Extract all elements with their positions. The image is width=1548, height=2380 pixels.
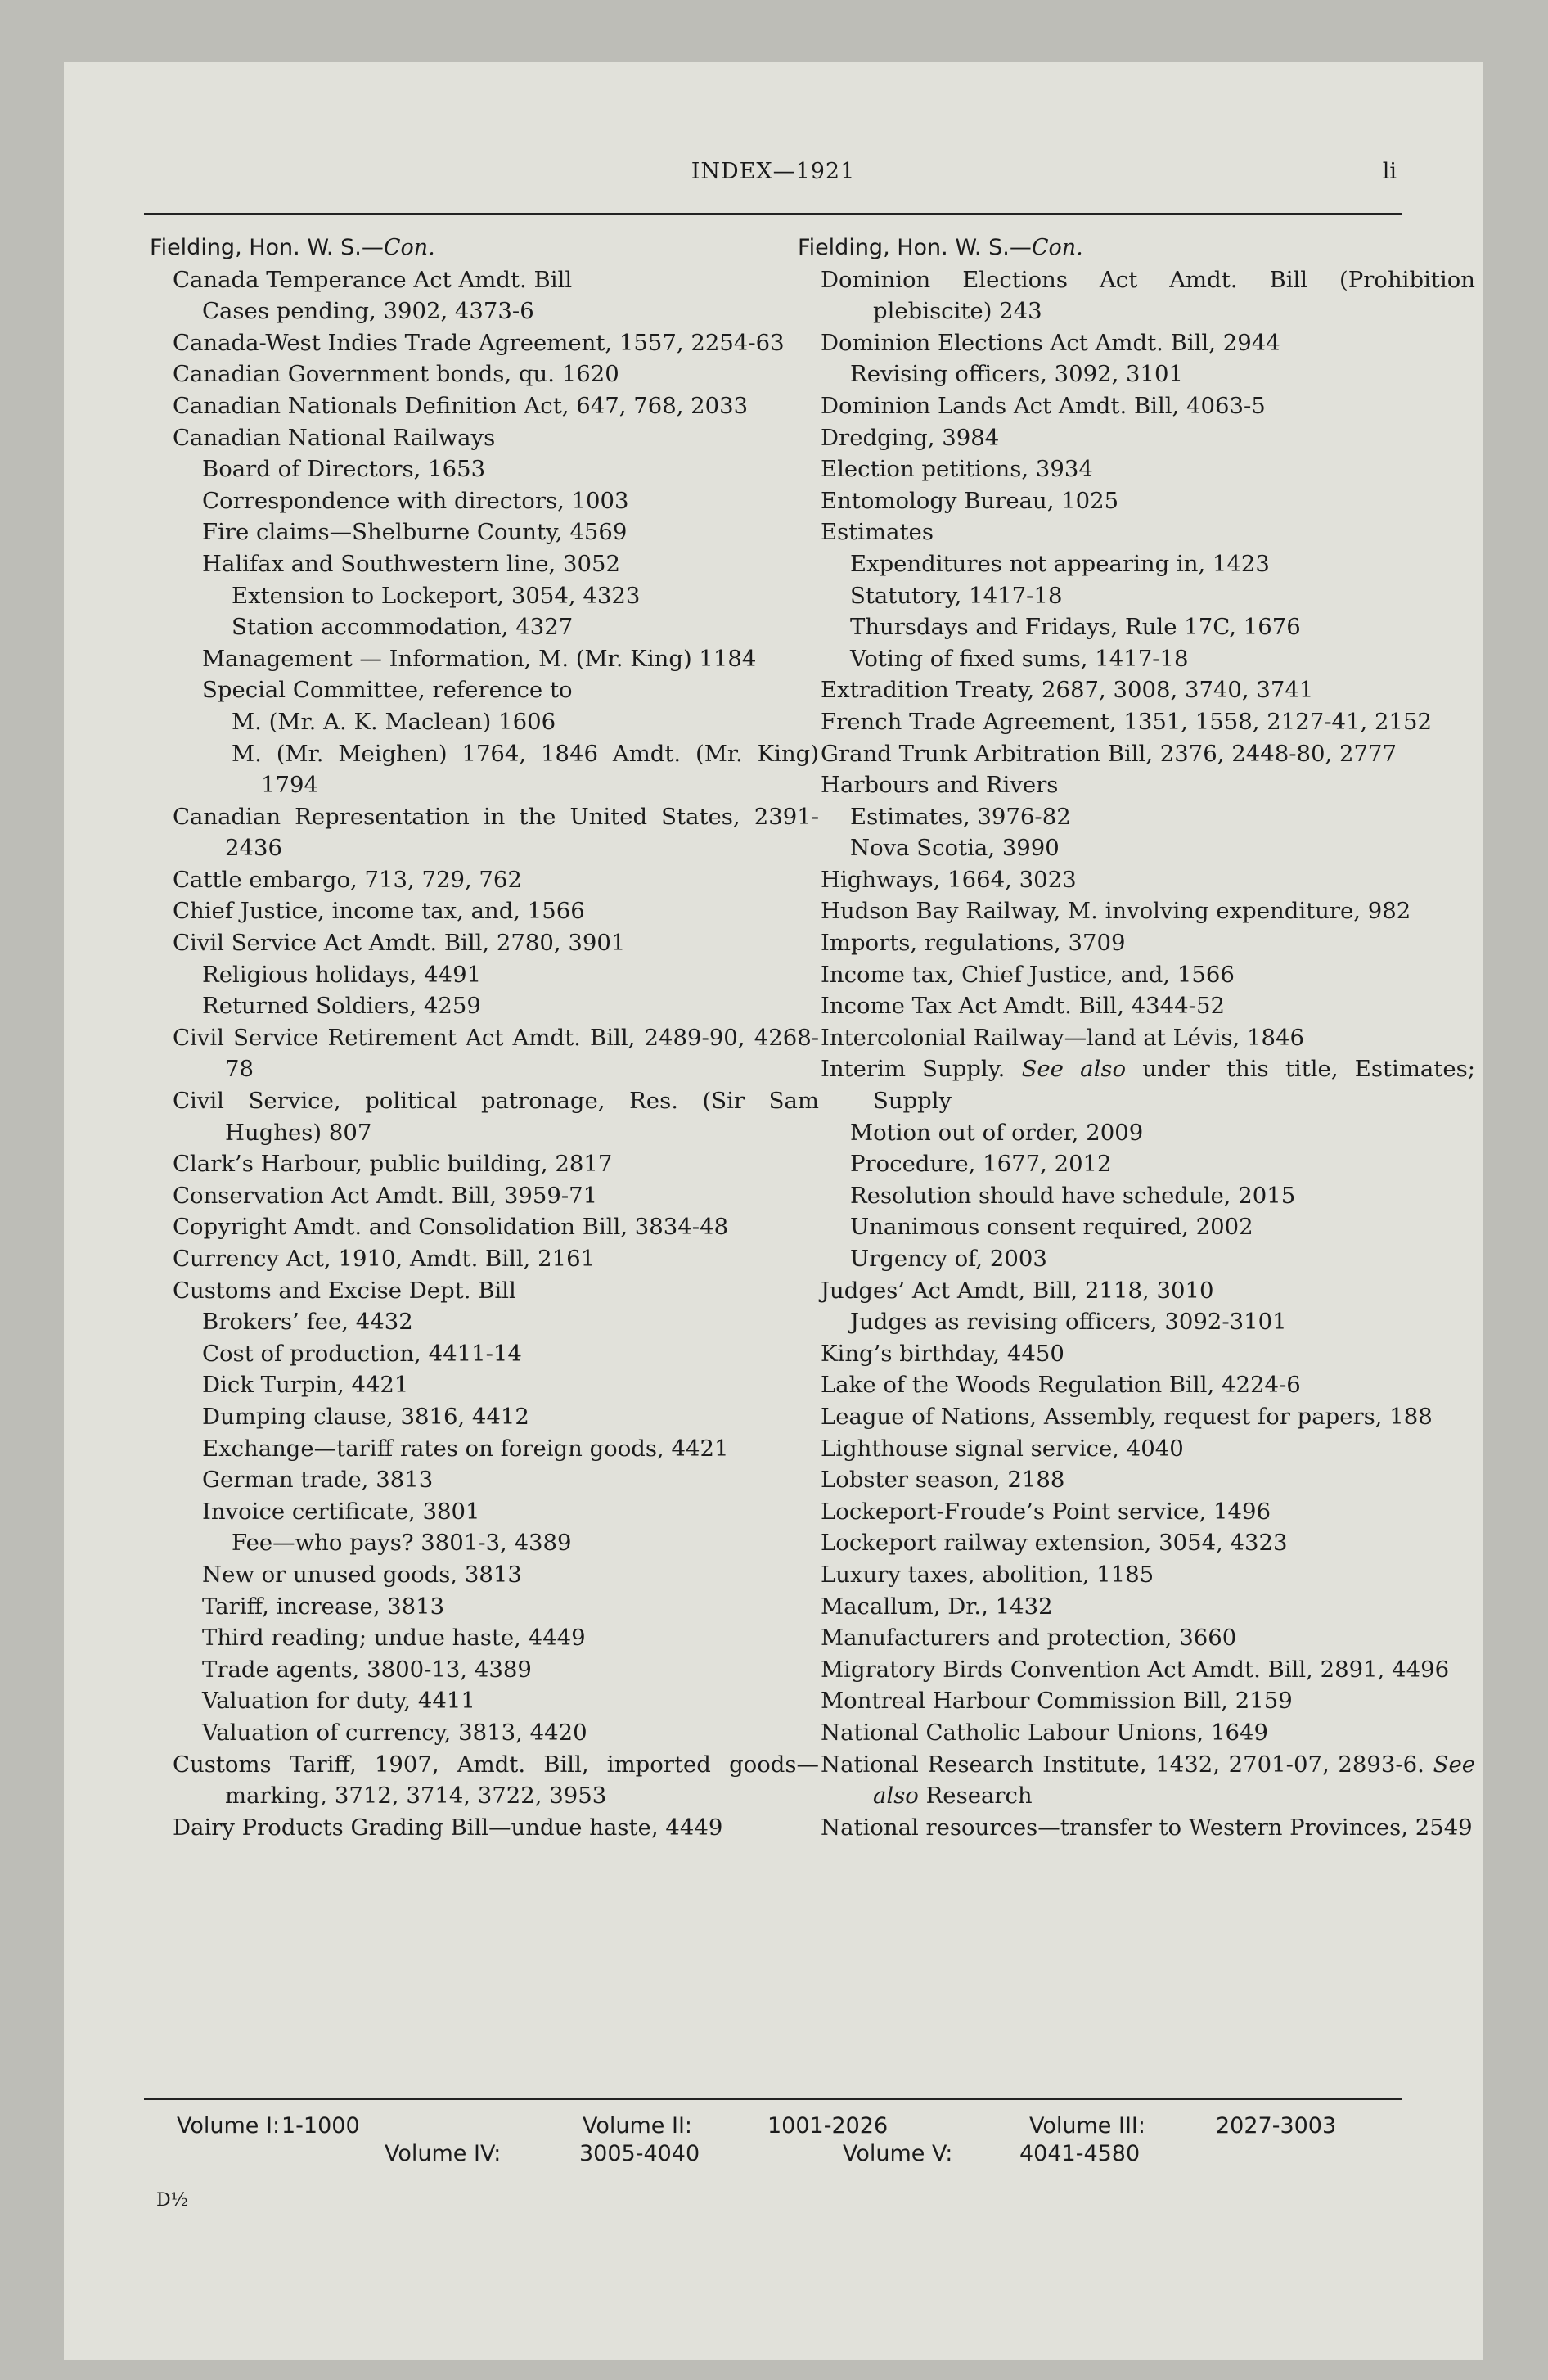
index-entry — [173, 390, 819, 422]
entry-text: German trade, 3813 — [202, 1467, 434, 1494]
footer-rule — [144, 2098, 1402, 2100]
entry-text: Interim Supply. — [821, 1056, 1006, 1083]
entry-text: Religious holidays, 4491 — [202, 961, 482, 988]
entry-text: Expenditures not appearing in, 1423 — [850, 550, 1270, 577]
entry-text: Voting of fixed sums, 1417-18 — [850, 645, 1189, 672]
index-entry — [850, 358, 1475, 390]
index-entry — [173, 1085, 819, 1148]
entry-text: National resources—transfer to Western Provinces, 2549 — [821, 1814, 1473, 1841]
entry-text: New or unused goods, 3813 — [202, 1561, 522, 1588]
entry-text: Grand Trunk Arbitration Bill, 2376, 2448-80, 2777 — [821, 740, 1397, 767]
index-entry — [821, 1369, 1475, 1401]
entry-text: Urgency of, 2003 — [850, 1246, 1047, 1272]
entry-text: Canadian Government bonds, qu. 1620 — [173, 361, 619, 388]
entry-text: Highways, 1664, 3023 — [821, 866, 1077, 893]
index-entry — [821, 327, 1475, 359]
entry-text: Income tax, Chief Justice, and, 1566 — [821, 961, 1235, 988]
index-entry — [850, 832, 1475, 864]
entry-text: Imports, regulations, 3709 — [821, 930, 1126, 957]
page-title: INDEX—1921 — [691, 159, 856, 184]
entry-text: Special Committee, reference to — [202, 677, 573, 704]
index-entry — [850, 1243, 1475, 1275]
index-entry — [821, 1527, 1475, 1559]
entry-text: Dredging, 3984 — [821, 424, 1000, 451]
index-entry — [821, 1022, 1475, 1054]
index-entry — [850, 1117, 1475, 1149]
index-entry — [821, 390, 1475, 422]
entry-text: Manufacturers and protection, 3660 — [821, 1625, 1237, 1652]
index-entry — [821, 485, 1475, 517]
index-entry — [202, 1338, 819, 1370]
entry-text: Hudson Bay Railway, M. involving expenditure, 982 — [821, 898, 1411, 925]
entry-text: Montreal Harbour Commission Bill, 2159 — [821, 1688, 1293, 1715]
entry-text: Dairy Products Grading Bill—undue haste, 4449 — [173, 1814, 723, 1841]
volume-2-range: 1001-2026 — [767, 2113, 889, 2139]
index-entry — [821, 1275, 1475, 1307]
index-entry — [202, 1717, 819, 1749]
index-entry — [202, 1433, 819, 1465]
entry-text: Judges as revising officers, 3092-3101 — [850, 1309, 1287, 1336]
index-entry — [850, 643, 1475, 675]
index-entry — [202, 1369, 819, 1401]
index-entry — [202, 1559, 819, 1591]
index-entry — [821, 1812, 1475, 1844]
index-entry — [173, 358, 819, 390]
entry-text: Dominion Elections Act Amdt. Bill, 2944 — [821, 329, 1280, 356]
entry-text: Lighthouse signal service, 4040 — [821, 1435, 1184, 1462]
index-entry — [202, 1464, 819, 1496]
index-entry — [821, 1464, 1475, 1496]
index-entry — [173, 1812, 819, 1844]
index-entry — [173, 422, 819, 454]
see-also-reference: See also — [1021, 1056, 1127, 1083]
see-also-reference: See also — [873, 1751, 1475, 1810]
volume-1-range: 1-1000 — [281, 2113, 360, 2139]
entry-text: Election petitions, 3934 — [821, 456, 1093, 483]
right-column — [798, 232, 1475, 1843]
index-entry — [173, 864, 819, 896]
entry-text: National Catholic Labour Unions, 1649 — [821, 1719, 1268, 1746]
index-entry — [821, 895, 1475, 927]
header-rule — [144, 213, 1402, 215]
entry-text: Valuation of currency, 3813, 4420 — [202, 1719, 587, 1746]
entry-text: Invoice certificate, 3801 — [202, 1498, 480, 1525]
entry-text: Revising officers, 3092, 3101 — [850, 361, 1184, 388]
entry-text: Management — Information, M. (Mr. King) 1184 — [202, 645, 757, 672]
index-entry — [850, 1148, 1475, 1180]
entry-text: Income Tax Act Amdt. Bill, 4344-52 — [821, 993, 1225, 1020]
entry-text: Lake of the Woods Regulation Bill, 4224-6 — [821, 1372, 1301, 1399]
volume-4-range: 3005-4040 — [579, 2141, 700, 2166]
index-entry — [821, 264, 1475, 327]
entry-text: Dominion Lands Act Amdt. Bill, 4063-5 — [821, 392, 1266, 419]
heading-continued: Con. — [383, 235, 435, 260]
index-entry — [232, 1527, 819, 1559]
entry-text: Statutory, 1417-18 — [850, 582, 1063, 609]
entry-text: Resolution should have schedule, 2015 — [850, 1182, 1296, 1209]
index-entry — [821, 1717, 1475, 1749]
entry-text: French Trade Agreement, 1351, 1558, 2127-41, 2152 — [821, 708, 1432, 735]
entry-text: Exchange—tariff rates on foreign goods, 4421 — [202, 1435, 729, 1462]
entry-text: League of Nations, Assembly, request for papers, 188 — [821, 1403, 1433, 1430]
entry-text: Thursdays and Fridays, Rule 17C, 1676 — [850, 614, 1301, 641]
entry-text: M. (Mr. Meighen) 1764, 1846 Amdt. (Mr. King) 1794 — [232, 740, 819, 799]
entry-text: Tariff, increase, 3813 — [202, 1593, 445, 1620]
index-entry — [821, 1496, 1475, 1528]
entry-text: Unanimous consent required, 2002 — [850, 1214, 1253, 1241]
index-entry — [202, 453, 819, 485]
index-entry — [232, 738, 819, 801]
index-entry — [202, 295, 819, 327]
index-entry — [202, 1685, 819, 1717]
index-entry — [202, 1591, 819, 1623]
index-entry — [173, 1211, 819, 1243]
entry-text: Intercolonial Railway—land at Lévis, 1846 — [821, 1024, 1304, 1051]
entry-text: M. (Mr. A. K. Maclean) 1606 — [232, 708, 556, 735]
index-entry — [202, 516, 819, 548]
index-entry — [850, 1180, 1475, 1212]
entry-text: Harbours and Rivers — [821, 772, 1059, 799]
entry-text: Extension to Lockeport, 3054, 4323 — [232, 582, 641, 609]
entry-text: Station accommodation, 4327 — [232, 614, 574, 641]
entry-text: Procedure, 1677, 2012 — [850, 1151, 1112, 1178]
entry-text: Macallum, Dr., 1432 — [821, 1593, 1053, 1620]
index-entry — [202, 1654, 819, 1686]
volume-3-label: Volume III: — [1029, 2113, 1145, 2139]
entry-text: National Research Institute, 1432, 2701-07, 2893-6. — [821, 1751, 1424, 1778]
entry-text: Cattle embargo, 713, 729, 762 — [173, 866, 522, 893]
volume-5-range: 4041-4580 — [1019, 2141, 1141, 2166]
entry-text: Canadian Nationals Definition Act, 647, 768, 2033 — [173, 392, 749, 419]
entry-text: Returned Soldiers, 4259 — [202, 993, 481, 1020]
index-entry — [821, 990, 1475, 1022]
index-entry — [173, 1243, 819, 1275]
index-entry — [821, 453, 1475, 485]
entry-text: Estimates — [821, 519, 934, 546]
volume-5-label: Volume V: — [843, 2141, 953, 2166]
entry-text: Extradition Treaty, 2687, 3008, 3740, 3741 — [821, 677, 1314, 704]
index-entry — [202, 548, 819, 580]
index-entry — [173, 1022, 819, 1085]
index-entry — [821, 959, 1475, 991]
index-entry — [850, 1306, 1475, 1338]
entry-text: Fee—who pays? 3801-3, 4389 — [232, 1530, 572, 1557]
entry-text: Civil Service Retirement Act Amdt. Bill, 2489-90, 4268-78 — [173, 1024, 819, 1083]
entry-text: Motion out of order, 2009 — [850, 1119, 1144, 1146]
entry-text: Cost of production, 4411-14 — [202, 1340, 522, 1367]
index-entry — [821, 674, 1475, 706]
entry-text: Civil Service Act Amdt. Bill, 2780, 3901 — [173, 930, 626, 957]
index-entry — [821, 864, 1475, 896]
entry-text: King’s birthday, 4450 — [821, 1340, 1064, 1367]
volume-2-label: Volume II: — [583, 2113, 693, 2139]
index-entry — [850, 1211, 1475, 1243]
index-entry — [202, 990, 819, 1022]
entry-text: Chief Justice, income tax, and, 1566 — [173, 898, 585, 925]
index-entry — [821, 1559, 1475, 1591]
volume-4-label: Volume IV: — [385, 2141, 502, 2166]
signature-mark: D½ — [156, 2190, 188, 2211]
index-entry — [173, 1749, 819, 1812]
entry-text: Civil Service, political patronage, Res. (Sir Sam Hughes) 807 — [173, 1088, 819, 1146]
index-entry — [202, 1306, 819, 1338]
index-entry — [173, 927, 819, 959]
heading-name: Fielding, Hon. W. S.— — [798, 235, 1032, 260]
index-entry — [821, 1654, 1475, 1686]
entry-text: Lobster season, 2188 — [821, 1467, 1065, 1494]
entry-text: Valuation for duty, 4411 — [202, 1688, 475, 1715]
index-entry — [232, 580, 819, 612]
entry-text: Dumping clause, 3816, 4412 — [202, 1403, 529, 1430]
heading-continued: Con. — [1031, 235, 1083, 260]
entry-text: Fire claims—Shelburne County, 4569 — [202, 519, 628, 546]
entry-text: Conservation Act Amdt. Bill, 3959-71 — [173, 1182, 598, 1209]
index-entry — [850, 611, 1475, 643]
left-column-heading — [150, 232, 819, 264]
index-entry — [173, 1148, 819, 1180]
entry-text: Canada Temperance Act Amdt. Bill — [173, 266, 573, 293]
index-entry — [821, 1749, 1475, 1812]
index-entry — [821, 1401, 1475, 1433]
index-entry — [821, 1338, 1475, 1370]
index-entry — [821, 706, 1475, 738]
entry-text: Currency Act, 1910, Amdt. Bill, 2161 — [173, 1246, 596, 1272]
index-entry — [232, 706, 819, 738]
index-entry — [821, 1685, 1475, 1717]
index-entry — [202, 485, 819, 517]
index-entry — [173, 801, 819, 864]
index-entry — [173, 1180, 819, 1212]
entry-text: Halifax and Southwestern line, 3052 — [202, 550, 621, 577]
index-entry — [202, 1496, 819, 1528]
index-entry — [173, 895, 819, 927]
index-entry — [202, 643, 819, 675]
index-page — [64, 62, 1483, 2360]
entry-text: Canada-West Indies Trade Agreement, 1557, 2254-63 — [173, 329, 785, 356]
index-entry — [232, 611, 819, 643]
index-entry — [821, 1053, 1475, 1116]
entry-text: Entomology Bureau, 1025 — [821, 487, 1119, 514]
index-entry — [850, 548, 1475, 580]
index-entry — [821, 927, 1475, 959]
index-entry — [821, 769, 1475, 801]
index-entry — [202, 959, 819, 991]
index-entry — [850, 580, 1475, 612]
entry-text: Clark’s Harbour, public building, 2817 — [173, 1151, 613, 1178]
index-entry — [821, 1591, 1475, 1623]
left-column — [150, 232, 819, 1843]
index-entry — [202, 1622, 819, 1654]
index-entry — [202, 674, 819, 706]
entry-text: Copyright Amdt. and Consolidation Bill, 3834-48 — [173, 1214, 729, 1241]
entry-text-continued: under this title, Estimates; Supply — [873, 1056, 1475, 1115]
entry-text: Third reading; undue haste, 4449 — [202, 1625, 586, 1652]
right-entry-list — [821, 264, 1475, 1844]
index-entry — [821, 516, 1475, 548]
entry-text: Dick Turpin, 4421 — [202, 1372, 409, 1399]
entry-text: Nova Scotia, 3990 — [850, 835, 1060, 862]
entry-text: Correspondence with directors, 1003 — [202, 487, 629, 514]
index-entry — [173, 327, 819, 359]
entry-text: Canadian Representation in the United States, 2391-2436 — [173, 803, 819, 862]
entry-text: Estimates, 3976-82 — [850, 803, 1071, 830]
entry-text: Customs and Excise Dept. Bill — [173, 1277, 516, 1304]
entry-text: Cases pending, 3902, 4373-6 — [202, 298, 534, 325]
index-entry — [173, 264, 819, 296]
heading-name: Fielding, Hon. W. S.— — [150, 235, 384, 260]
entry-text: Luxury taxes, abolition, 1185 — [821, 1561, 1154, 1588]
entry-text: Lockeport-Froude’s Point service, 1496 — [821, 1498, 1271, 1525]
entry-text: Lockeport railway extension, 3054, 4323 — [821, 1530, 1288, 1557]
entry-text: Canadian National Railways — [173, 424, 496, 451]
entry-text: Customs Tariff, 1907, Amdt. Bill, imported goods—marking, 3712, 3714, 3722, 3953 — [173, 1751, 819, 1810]
index-entry — [821, 1622, 1475, 1654]
index-entry — [821, 738, 1475, 770]
entry-text: Judges’ Act Amdt, Bill, 2118, 3010 — [821, 1277, 1214, 1304]
entry-text: Brokers’ fee, 4432 — [202, 1309, 413, 1336]
left-entry-list — [173, 264, 819, 1844]
right-column-heading — [798, 232, 1475, 264]
entry-text: Trade agents, 3800-13, 4389 — [202, 1656, 532, 1683]
index-entry — [173, 1275, 819, 1307]
entry-text: Dominion Elections Act Amdt. Bill (Prohibition plebiscite) 243 — [821, 266, 1475, 325]
index-entry — [850, 801, 1475, 833]
index-entry — [821, 422, 1475, 454]
volume-3-range: 2027-3003 — [1216, 2113, 1337, 2139]
entry-text: Migratory Birds Convention Act Amdt. Bill, 2891, 4496 — [821, 1656, 1450, 1683]
index-entry — [202, 1401, 819, 1433]
entry-text-continued: Research — [918, 1783, 1033, 1810]
index-entry — [821, 1433, 1475, 1465]
volume-1-label: Volume I: — [177, 2113, 281, 2139]
page-number: li — [1382, 159, 1397, 184]
entry-text: Board of Directors, 1653 — [202, 456, 486, 483]
